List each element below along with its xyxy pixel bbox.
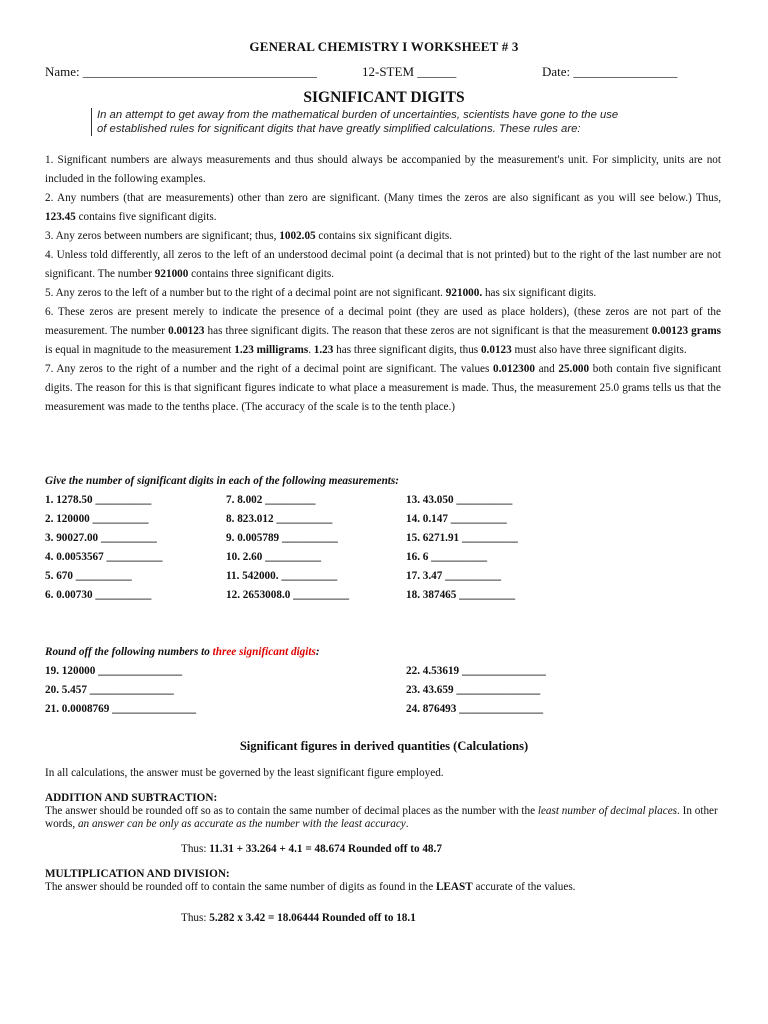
question-14[interactable]: 14. 0.147 __________ [406, 513, 507, 525]
question-16[interactable]: 16. 6 __________ [406, 551, 488, 563]
intro-box [91, 108, 697, 136]
derived-intro: In all calculations, the answer must be governed by the least significant figure employed. [45, 767, 444, 779]
multiplication-example: Thus: 5.282 x 3.42 = 18.06444 Rounded off to 18.1 [181, 912, 416, 924]
question-10[interactable]: 10. 2.60 __________ [226, 551, 322, 563]
section-heading: SIGNIFICANT DIGITS [303, 89, 465, 106]
name-field-label: Name: ____________________________________ [45, 64, 317, 79]
question-21[interactable]: 21. 0.0008769 _______________ [45, 703, 197, 715]
rule-5: 5. Any zeros to the left of a number but to the right of a decimal point are not significant. 921000. has six significant digits. [45, 287, 597, 299]
rule-1: 1. Significant numbers are always measurements and thus should always be accompanied by the measurement's unit. For simplicity, units are not included in the following examples. [45, 154, 721, 185]
question-15[interactable]: 15. 6271.91 __________ [406, 532, 518, 544]
rule-3: 3. Any zeros between numbers are significant; thus, 1002.05 contains six significant digits. [45, 230, 453, 242]
question-6[interactable]: 6. 0.00730 __________ [45, 589, 152, 601]
question-8[interactable]: 8. 823.012 __________ [226, 513, 333, 525]
question-13[interactable]: 13. 43.050 __________ [406, 494, 513, 506]
intro-line-2: of established rules for significant digits that have greatly simplified calculations. These rules are: [97, 123, 581, 135]
rules-list [45, 151, 721, 417]
question-9[interactable]: 9. 0.005789 __________ [226, 532, 338, 544]
question-11[interactable]: 11. 542000. __________ [226, 570, 338, 582]
intro-line-1: In an attempt to get away from the mathematical burden of uncertainties, scientists have gone to the use [97, 109, 619, 121]
derived-quantities-heading: Significant figures in derived quantities (Calculations) [239, 739, 529, 753]
rule-4: 4. Unless told differently, all zeros to the left of an understood decimal point (a decimal that is not printed) but to the right of the last number are not significant. The number 921000 contains three significant digits. [45, 249, 721, 280]
worksheet-title: GENERAL CHEMISTRY I WORKSHEET # 3 [249, 39, 519, 54]
question-24[interactable]: 24. 876493 _______________ [406, 703, 544, 715]
exercise-2-title: Round off the following numbers to three significant digits: [45, 646, 320, 658]
addition-rule: The answer should be rounded off so as to contain the same number of decimal places as the number with the least number of decimal places. In other words, an answer can be only as accurate as the number with the least accuracy. [45, 805, 718, 830]
question-4[interactable]: 4. 0.0053567 __________ [45, 551, 163, 563]
rule-7: 7. Any zeros to the right of a number and the right of a decimal point are significant. The values 0.012300 and 25.000 both contain five significant digits. The reason for this is that significant figures indicate to what place a measurement is made. Thus, the measurement 25.0 grams tells us that the measurement was made to the tenths place. (The accuracy of the scale is to the tenth place.) [45, 363, 722, 413]
addition-example: Thus: 11.31 + 33.264 + 4.1 = 48.674 Rounded off to 48.7 [181, 843, 442, 855]
multiplication-heading: MULTIPLICATION AND DIVISION: [45, 868, 230, 880]
question-12[interactable]: 12. 2653008.0 __________ [226, 589, 350, 601]
date-field-label: Date: ________________ [542, 64, 678, 79]
question-2[interactable]: 2. 120000 __________ [45, 513, 149, 525]
question-1[interactable]: 1. 1278.50 __________ [45, 494, 152, 506]
question-22[interactable]: 22. 4.53619 _______________ [406, 665, 546, 677]
three-sig-digits-highlight: three significant digits [212, 646, 316, 658]
question-19[interactable]: 19. 120000 _______________ [45, 665, 183, 677]
question-5[interactable]: 5. 670 __________ [45, 570, 132, 582]
question-20[interactable]: 20. 5.457 _______________ [45, 684, 174, 696]
rule-6: 6. These zeros are present merely to indicate the presence of a decimal point (they are used as place holders), (these zeros are not part of the measurement. The number 0.00123 has three significant digits. The reason that these zeros are not significant is that the measurement 0.00123 grams is equal in magnitude to the measurement 1.23 milligrams. 1.23 has three significant digits, thus 0.0123 must also have three significant digits. [45, 306, 721, 356]
section-field-label: 12-STEM ______ [362, 64, 457, 79]
rule-2: 2. Any numbers (that are measurements) other than zero are significant. (Many times the zeros are also significant as you will see below.) Thus, 123.45 contains five significant digits. [45, 192, 721, 223]
question-7[interactable]: 7. 8.002 _________ [226, 494, 316, 506]
question-23[interactable]: 23. 43.659 _______________ [406, 684, 541, 696]
question-18[interactable]: 18. 387465 __________ [406, 589, 516, 601]
addition-heading: ADDITION AND SUBTRACTION: [45, 792, 218, 804]
exercise-1-title: Give the number of significant digits in each of the following measurements: [45, 475, 399, 487]
question-3[interactable]: 3. 90027.00 __________ [45, 532, 157, 544]
multiplication-rule: The answer should be rounded off to contain the same number of digits as found in the LEAST accurate of the values. [45, 881, 576, 893]
question-17[interactable]: 17. 3.47 __________ [406, 570, 502, 582]
